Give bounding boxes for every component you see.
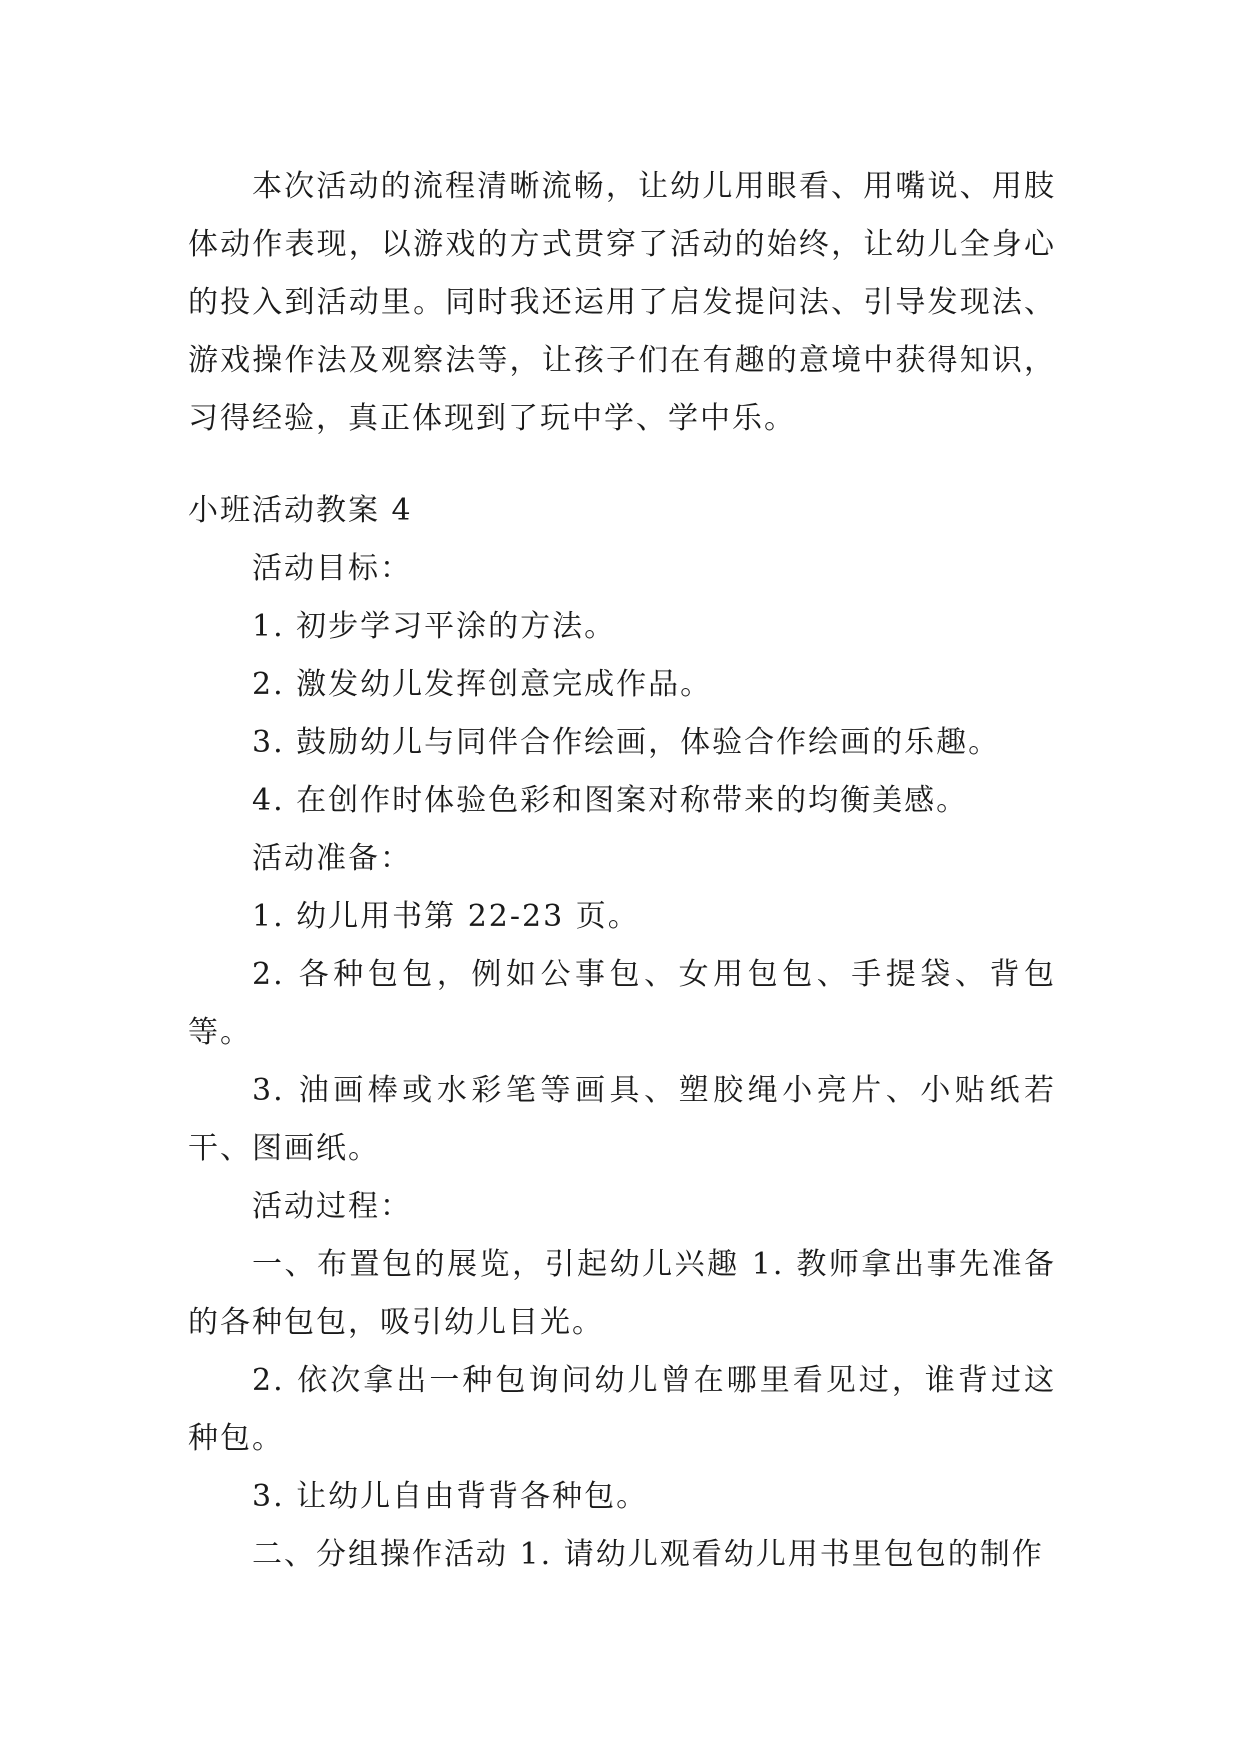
prep-heading: 活动准备： — [252, 841, 412, 876]
goal-item: 4. 在创作时体验色彩和图案对称带来的均衡美感。 — [252, 783, 969, 818]
process-item: 二、分组操作活动 1. 请幼儿观看幼儿用书里包包的制作 — [252, 1537, 1044, 1572]
section-title: 小班活动教案 4 — [188, 493, 413, 528]
intro-paragraph: 本次活动的流程清晰流畅，让幼儿用眼看、用嘴说、用肢体动作表现，以游戏的方式贯穿了活动的始终，让幼儿全身心的投入到活动里。同时我还运用了启发提问法、引导发现法、游戏操作法及观察法等，让孩子们在有趣的意境中获得知识，习得经验，真正体现到了玩中学、学中乐。 — [188, 169, 1056, 436]
process-heading: 活动过程： — [252, 1189, 412, 1224]
prep-item: 3. 油画棒或水彩笔等画具、塑胶绳小亮片、小贴纸若干、图画纸。 — [188, 1073, 1056, 1166]
goal-item: 3. 鼓励幼儿与同伴合作绘画，体验合作绘画的乐趣。 — [252, 725, 1001, 760]
goal-item: 2. 激发幼儿发挥创意完成作品。 — [252, 667, 713, 702]
prep-item: 2. 各种包包，例如公事包、女用包包、手提袋、背包等。 — [188, 957, 1056, 1050]
process-item: 2. 依次拿出一种包询问幼儿曾在哪里看见过，谁背过这种包。 — [188, 1363, 1056, 1456]
goal-item: 1. 初步学习平涂的方法。 — [252, 609, 617, 644]
prep-item: 1. 幼儿用书第 22-23 页。 — [252, 899, 640, 934]
goals-heading: 活动目标： — [252, 551, 412, 586]
process-item: 3. 让幼儿自由背背各种包。 — [252, 1479, 649, 1514]
document-body — [188, 158, 1056, 1584]
process-item: 一、布置包的展览，引起幼儿兴趣 1. 教师拿出事先准备的各种包包，吸引幼儿目光。 — [188, 1247, 1056, 1340]
